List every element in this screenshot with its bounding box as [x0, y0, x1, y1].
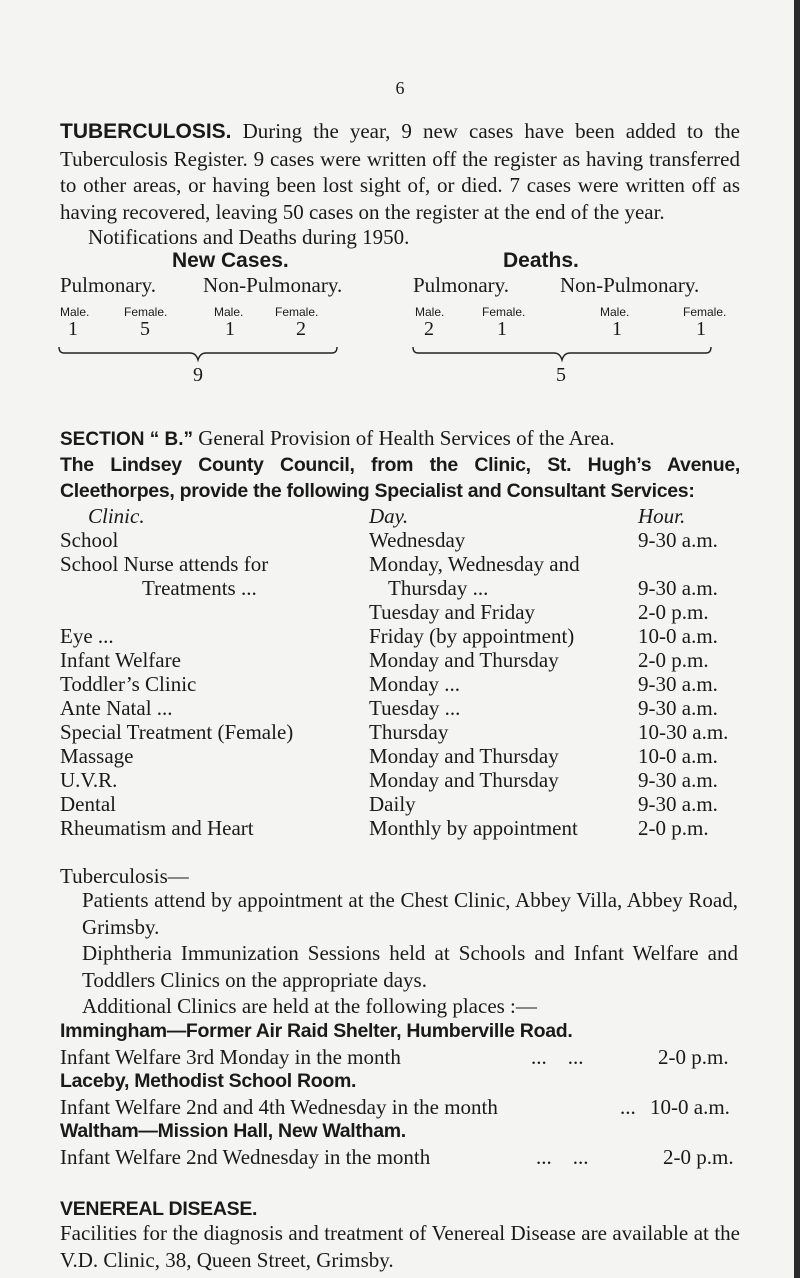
death-nonpulm-male-value: 1 — [612, 318, 622, 340]
clinic-name: Infant Welfare — [60, 648, 181, 672]
death-nonpulm-female-value: 1 — [696, 318, 706, 340]
clinic-hour: 2-0 p.m. — [638, 600, 709, 624]
venereal-disease-heading: VENEREAL DISEASE. — [60, 1198, 258, 1220]
clinic-table-header — [60, 503, 740, 529]
new-nonpulm-male-value: 1 — [225, 318, 235, 340]
clinic-name: Toddler’s Clinic — [60, 672, 197, 696]
clinic-hour: 10-30 a.m. — [638, 720, 729, 744]
death-pulm-male-value: 2 — [424, 318, 434, 340]
place-immingham-row — [60, 1044, 740, 1070]
clinic-hour: 9-30 a.m. — [638, 672, 718, 696]
clinic-row — [60, 815, 740, 841]
clinic-row — [60, 671, 740, 697]
clinic-row — [60, 791, 740, 817]
chest-clinic-text: Patients attend by appointment at the Chest Clinic, Abbey Villa, Abbey Road, Grimsby. — [82, 888, 738, 939]
clinic-day: Monday and Thursday — [369, 768, 559, 792]
section-b-title: General Provision of Health Services of the Area. — [198, 426, 615, 450]
clinic-hour: 9-30 a.m. — [638, 528, 718, 552]
header-hour: Hour. — [638, 504, 686, 528]
clinic-row — [60, 527, 740, 553]
place-laceby-time: 10-0 a.m. — [650, 1095, 730, 1119]
clinic-name: Eye ... — [60, 624, 114, 648]
clinic-hour: 9-30 a.m. — [638, 792, 718, 816]
death-pulm-female-hdr: Female. — [482, 305, 526, 319]
clinic-day: Tuesday and Friday — [369, 600, 536, 624]
new-pulm-male-value: 1 — [68, 318, 78, 340]
clinic-day: Monday and Thursday — [369, 648, 559, 672]
clinic-day: Monday ... — [369, 672, 460, 696]
clinic-day: Monday, Wednesday and — [369, 552, 580, 576]
place-laceby-row — [60, 1094, 740, 1120]
place-waltham-name: Waltham—Mission Hall, New Waltham. — [60, 1120, 406, 1142]
clinic-day: Thursday ... — [388, 576, 489, 600]
clinic-hour: 10-0 a.m. — [638, 624, 718, 648]
clinic-day: Wednesday — [369, 528, 466, 552]
clinic-day: Tuesday ... — [369, 696, 461, 720]
page-edge — [794, 0, 800, 1278]
place-waltham-time: 2-0 p.m. — [663, 1145, 734, 1169]
new-cases-heading: New Cases. — [172, 249, 289, 272]
deaths-total: 5 — [556, 364, 566, 386]
clinic-row — [60, 623, 740, 649]
clinic-hour: 2-0 p.m. — [638, 648, 709, 672]
place-immingham-name: Immingham—Former Air Raid Shelter, Humberville Road. — [60, 1020, 573, 1042]
council-statement: The Lindsey County Council, from the Clinic, St. Hugh’s Avenue, Cleethorpes, provide the following Specialist and Consultant Services: — [60, 454, 740, 502]
clinic-row — [60, 695, 740, 721]
new-pulm-female-hdr: Female. — [124, 305, 168, 319]
death-non-pulmonary-label: Non-Pulmonary. — [560, 273, 700, 297]
clinic-name: Dental — [60, 792, 116, 816]
venereal-disease-text: Facilities for the diagnosis and treatment of Venereal Disease are available at the V.D. Clinic, 38, Queen Street, Grimsby. — [60, 1221, 740, 1272]
clinic-hour: 9-30 a.m. — [638, 576, 718, 600]
clinic-day: Friday (by appointment) — [369, 624, 575, 648]
clinic-name: Treatments ... — [142, 576, 257, 600]
place-waltham-row — [60, 1144, 740, 1170]
new-pulm-male-hdr: Male. — [60, 305, 90, 319]
leader-dots: ... — [620, 1095, 636, 1119]
clinic-name: School — [60, 528, 119, 552]
clinic-row — [60, 767, 740, 793]
clinic-hour: 9-30 a.m. — [638, 696, 718, 720]
clinic-day: Monthly by appointment — [369, 816, 578, 840]
place-waltham-detail: Infant Welfare 2nd Wednesday in the month — [60, 1145, 431, 1169]
header-day: Day. — [369, 504, 409, 528]
death-pulm-male-hdr: Male. — [415, 305, 445, 319]
clinic-row — [60, 575, 740, 601]
new-pulmonary-label: Pulmonary. — [60, 273, 157, 297]
death-nonpulm-female-hdr: Female. — [683, 305, 727, 319]
additional-clinics-text: Additional Clinics are held at the following places :— — [82, 994, 537, 1018]
place-laceby-name: Laceby, Methodist School Room. — [60, 1070, 357, 1092]
deaths-heading: Deaths. — [503, 249, 579, 272]
place-immingham-detail: Infant Welfare 3rd Monday in the month — [60, 1045, 401, 1069]
place-immingham-time: 2-0 p.m. — [658, 1045, 729, 1069]
new-cases-brace — [58, 346, 338, 364]
death-nonpulm-male-hdr: Male. — [600, 305, 630, 319]
new-pulm-female-value: 5 — [140, 318, 150, 340]
clinic-name: Ante Natal ... — [60, 696, 173, 720]
new-nonpulm-female-value: 2 — [296, 318, 306, 340]
clinic-hour: 10-0 a.m. — [638, 744, 718, 768]
clinic-row — [60, 551, 740, 577]
clinic-name: School Nurse attends for — [60, 552, 269, 576]
leader-dots: ... ... — [536, 1145, 589, 1169]
clinic-day: Thursday — [369, 720, 449, 744]
leader-dots: ... ... — [531, 1045, 584, 1069]
tuberculosis-text: During the year, 9 new cases have been added to the Tuberculosis Register. 9 cases were written off the register as having transferred to other areas, or having been lost sight of, or died. 7 cases were written off as having recovered, leaving 50 cases on the register at the end of the year. — [60, 119, 741, 224]
diphtheria-text: Diphtheria Immunization Sessions held at Schools and Infant Welfare and Toddlers Clinics on the appropriate days. — [82, 941, 738, 992]
new-nonpulm-male-hdr: Male. — [214, 305, 244, 319]
tuberculosis-heading: TUBERCULOSIS. — [60, 120, 232, 143]
tuberculosis-label: Tuberculosis— — [60, 864, 189, 888]
clinic-row — [60, 719, 740, 745]
section-b-heading: SECTION “ B.” — [60, 429, 194, 450]
page-number: 6 — [395, 78, 405, 98]
death-pulm-female-value: 1 — [497, 318, 507, 340]
new-cases-total: 9 — [193, 364, 203, 386]
clinic-hour: 2-0 p.m. — [638, 816, 709, 840]
clinic-row — [60, 743, 740, 769]
clinic-name: U.V.R. — [60, 768, 118, 792]
clinic-day: Daily — [369, 792, 416, 816]
header-clinic: Clinic. — [88, 504, 145, 528]
clinic-name: Massage — [60, 744, 134, 768]
clinic-name: Special Treatment (Female) — [60, 720, 294, 744]
clinic-row — [60, 599, 740, 625]
deaths-brace — [412, 346, 712, 364]
clinic-name: Rheumatism and Heart — [60, 816, 254, 840]
death-pulmonary-label: Pulmonary. — [413, 273, 510, 297]
place-laceby-detail: Infant Welfare 2nd and 4th Wednesday in the month — [60, 1095, 498, 1119]
new-non-pulmonary-label: Non-Pulmonary. — [203, 273, 343, 297]
clinic-day: Monday and Thursday — [369, 744, 559, 768]
tuberculosis-paragraph — [60, 118, 740, 225]
clinic-hour: 9-30 a.m. — [638, 768, 718, 792]
clinic-row — [60, 647, 740, 673]
section-b-line — [60, 425, 615, 453]
new-nonpulm-female-hdr: Female. — [275, 305, 319, 319]
notifications-title: Notifications and Deaths during 1950. — [88, 225, 410, 249]
